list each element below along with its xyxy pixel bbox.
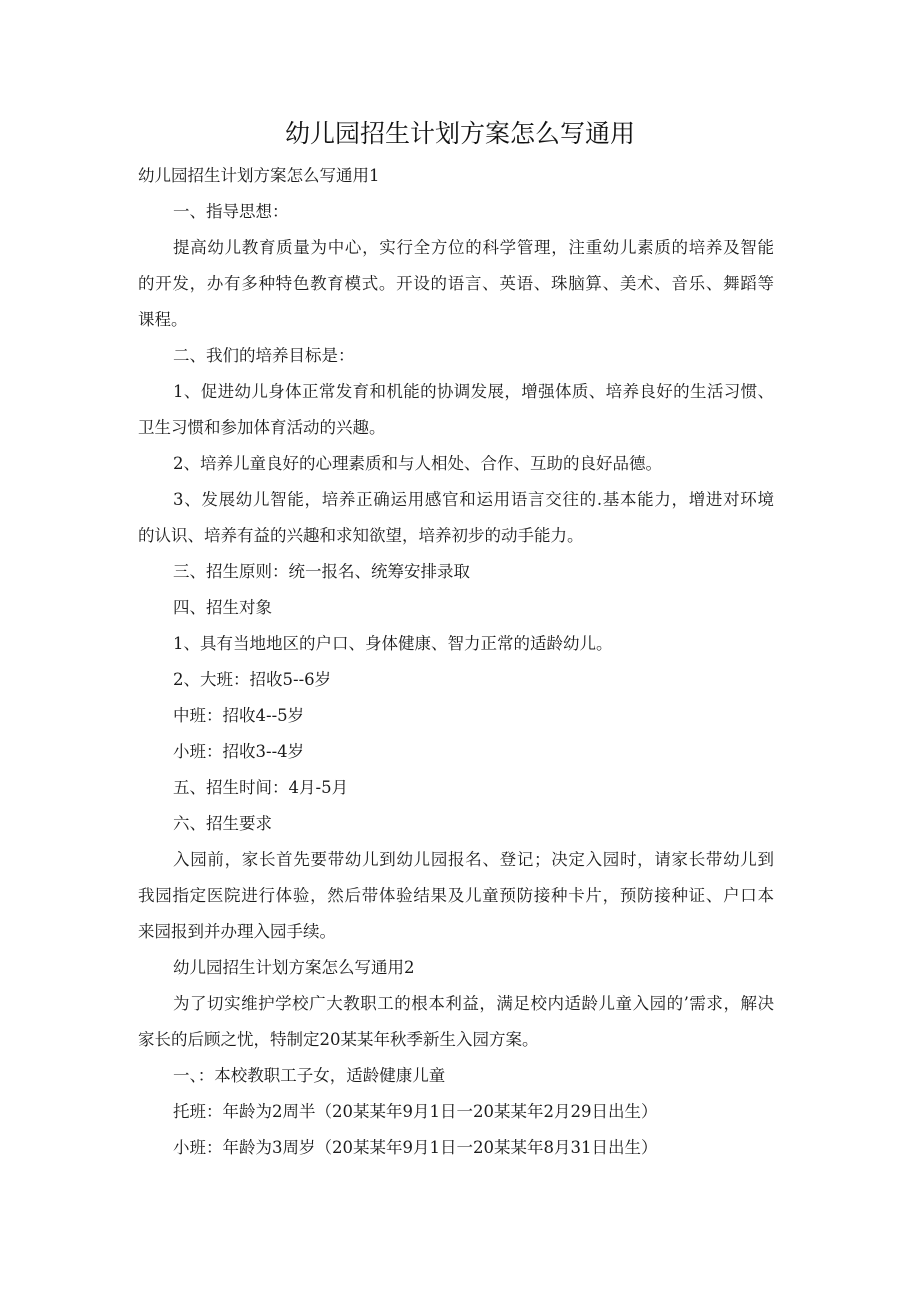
- paragraph-line: 卫生习惯和参加体育活动的兴趣。: [138, 418, 386, 437]
- paragraph-line: 2、培养儿童良好的心理素质和与人相处、合作、互助的良好品德。: [173, 454, 662, 473]
- paragraph-line: 中班：招收4--5岁: [173, 706, 305, 725]
- paragraph-line: 课程。: [138, 310, 188, 329]
- paragraph-line: 的开发，办有多种特色教育模式。开设的语言、英语、珠脑算、美术、音乐、舞蹈等: [138, 274, 774, 293]
- paragraph-line: 四、招生对象: [173, 598, 272, 617]
- section-heading-2: 幼儿园招生计划方案怎么写通用2: [173, 958, 415, 977]
- paragraph-line: 3、发展幼儿智能，培养正确运用感官和运用语言交往的.基本能力，增进对环境: [173, 490, 774, 509]
- paragraph-line: 小班：年龄为3周岁（20某某年9月1日一20某某年8月31日出生）: [173, 1138, 658, 1157]
- paragraph-line: 2、大班：招收5--6岁: [173, 670, 332, 689]
- document-title: 幼儿园招生计划方案怎么写通用: [284, 119, 635, 148]
- paragraph-line: 六、招生要求: [173, 814, 272, 833]
- paragraph-line: 托班：年龄为2周半（20某某年9月1日一20某某年2月29日出生）: [173, 1102, 658, 1121]
- paragraph-line: 五、招生时间：4月-5月: [173, 778, 349, 797]
- paragraph-line: 二、我们的培养目标是：: [173, 346, 355, 365]
- paragraph-line: 小班：招收3--4岁: [173, 742, 305, 761]
- paragraph-line: 1、促进幼儿身体正常发育和机能的协调发展，增强体质、培养良好的生活习惯、: [173, 382, 774, 401]
- paragraph-line: 一、：本校教职工子女，适龄健康儿童: [173, 1066, 446, 1085]
- paragraph-line: 我园指定医院进行体验，然后带体验结果及儿童预防接种卡片，预防接种证、户口本: [138, 886, 774, 905]
- paragraph-line: 的认识、培养有益的兴趣和求知欲望，培养初步的动手能力。: [138, 526, 584, 545]
- section-heading-1: 幼儿园招生计划方案怎么写通用1: [138, 166, 380, 185]
- paragraph-line: 入园前，家长首先要带幼儿到幼儿园报名、登记；决定入园时，请家长带幼儿到: [173, 850, 774, 869]
- paragraph-line: 1、具有当地地区的户口、身体健康、智力正常的适龄幼儿。: [173, 634, 613, 653]
- paragraph-line: 为了切实维护学校广大教职工的根本利益，满足校内适龄儿童入园的’需求，解决: [173, 994, 774, 1013]
- paragraph-line: 来园报到并办理入园手续。: [138, 922, 336, 941]
- paragraph-line: 家长的后顾之忧，特制定20某某年秋季新生入园方案。: [138, 1030, 539, 1049]
- paragraph-line: 三、招生原则：统一报名、统筹安排录取: [173, 562, 470, 581]
- paragraph-line: 一、指导思想：: [173, 202, 289, 221]
- paragraph-line: 提高幼儿教育质量为中心，实行全方位的科学管理，注重幼儿素质的培养及智能: [173, 238, 774, 257]
